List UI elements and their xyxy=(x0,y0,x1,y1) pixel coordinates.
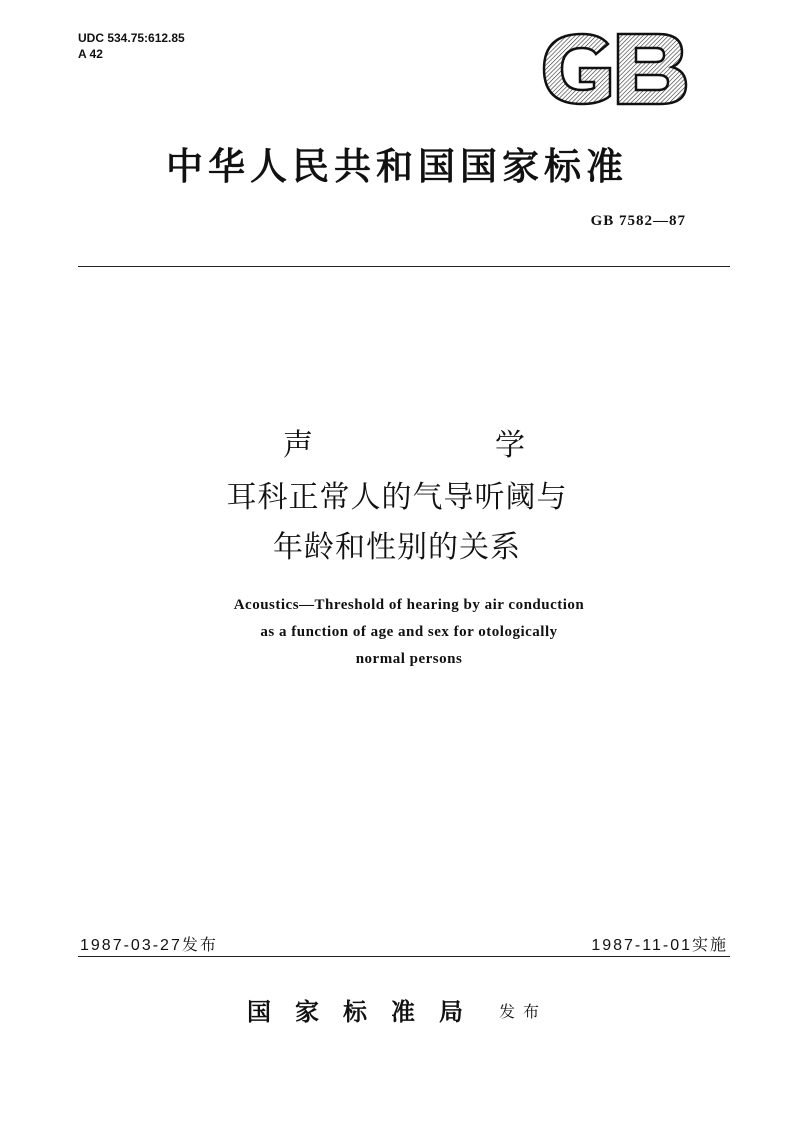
gb-logo xyxy=(538,30,690,108)
standard-number: GB 7582—87 xyxy=(590,213,686,229)
bottom-divider xyxy=(78,956,730,957)
publisher-action: 发布 xyxy=(498,1002,547,1021)
title-cn-line1: 耳科正常人的气导听阈与 xyxy=(226,480,568,515)
title-en-line3: normal persons xyxy=(355,651,463,667)
classification-code: A 42 xyxy=(78,47,103,61)
title-en xyxy=(0,592,794,673)
subject-left: 声 xyxy=(283,428,313,463)
publisher-org: 国家标准局 xyxy=(246,998,487,1026)
publisher-line xyxy=(0,992,794,1027)
issue-date: 1987-03-27发布 xyxy=(80,937,218,954)
top-divider xyxy=(78,266,730,267)
udc-block xyxy=(78,30,185,62)
title-cn-line2: 年龄和性别的关系 xyxy=(273,530,521,565)
effective-date: 1987-11-01实施 xyxy=(591,937,728,954)
subject-right: 学 xyxy=(495,428,525,463)
title-en-line2: as a function of age and sex for otologically xyxy=(260,624,558,640)
title-en-line1: Acoustics—Threshold of hearing by air conduction xyxy=(233,597,585,613)
udc-code: UDC 534.75:612.85 xyxy=(78,31,185,45)
standard-title: 中华人民共和国国家标准 xyxy=(166,145,628,188)
